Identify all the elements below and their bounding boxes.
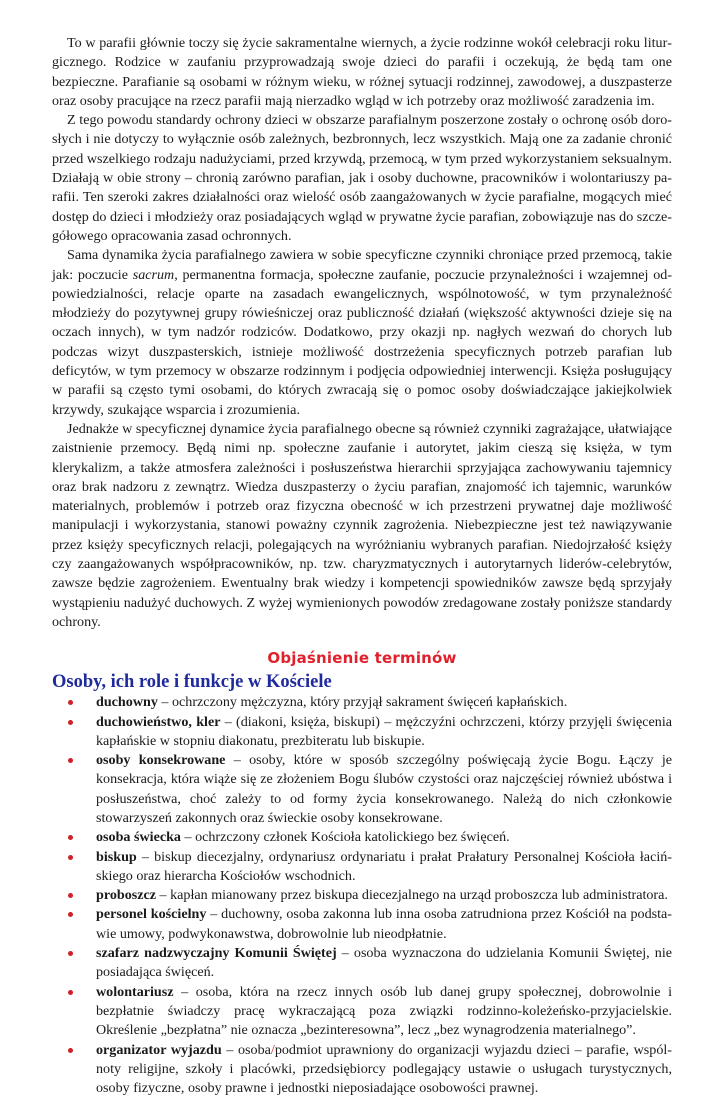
section-title: Objaśnienie terminów (267, 649, 457, 668)
bullet-icon (68, 912, 73, 917)
term-definition: – duchowny, osoba zakonna lub inna osoba zatrudniona przez Kościół na podstawie umowy, podwykonawstwa, dobrowolnie lub nieodpłatnie. (96, 906, 672, 942)
subsection-title: Osoby, ich role i funkcje w Kościele (52, 672, 332, 693)
term-definition: – (diakoni, księża, biskupi) – mężczyźni ochrzczeni, którzy przyjęli święcenia kapłańskie w stopniu diakonatu, prezbiteratu lub biskupie. (96, 713, 672, 749)
bullet-icon (68, 990, 73, 995)
term-item (96, 983, 672, 1041)
term-name: wolontariusz (96, 983, 174, 1000)
term-name: organizator wyjazdu (96, 1041, 222, 1058)
bullet-icon (68, 720, 73, 725)
terms-list (52, 693, 672, 1098)
bullet-icon (68, 855, 73, 860)
term-name: personel kościelny (96, 906, 207, 923)
paragraph-3-text-a: Sama dynamika życia parafialnego zawiera w sobie specyficzne czynniki chroniące przed przemocą, takie jak: poczucie (52, 247, 672, 283)
bullet-icon (68, 835, 73, 840)
term-name: szafarz nadzwyczajny Komunii Świętej (96, 945, 337, 962)
term-item (96, 1041, 672, 1098)
term-name: biskup (96, 848, 137, 865)
term-item (96, 693, 672, 712)
paragraph-2: Z tego powodu standardy ochrony dzieci w obszarze parafialnym poszerzone zostały o ochronę osób dorosłych i nie dotyczy to wyłącznie osób zależnych, bezbronnych, lecz wszystkich. Mają one za zadanie chronić przed wszelkiego rodzaju nadużyciami, przed krzywdą, przemocą, w tym przed wykorzystaniem seksualnym. Działają w obie strony – chronią zarówno parafian, jak i osoby duchowne, pracowników i wolontariuszy parafii. Ten szeroki zakres działalności oraz wielość osób zaangażowanych w życie parafialne, mogących mieć dostęp do dzieci i młodzieży oraz posiadających wgląd w prywatne życie parafian, zobowiązuje nas do szczegółowego opracowania zasad ochronnych. (52, 112, 672, 244)
term-name: duchowieństwo, kler (96, 713, 221, 730)
term-item (96, 848, 672, 887)
term-definition-a: – osoba (221, 1041, 271, 1058)
term-name: osoba świecka (96, 829, 181, 846)
term-name: proboszcz (96, 887, 157, 904)
term-definition: – biskup diecezjalny, ordynariusz ordynariatu i prałat Prałatury Personalnej Kościoła łacińskiego oraz hierarcha Kościołów wschodnich. (96, 848, 672, 884)
paragraph-4: Jednakże w specyficznej dynamice życia parafialnego obecne są również czynniki zagrażające, ułatwiające zaistnienie przemocy. Będą nimi np. społeczne zaufanie i autorytet, jakim cieszą się księża, w tym klerykalizm, a także atmosfera zależności i posłuszeństwa hierarchii sprzyjająca zachowywaniu tajemnicy oraz brak nadzoru z zewnątrz. Wiedza duszpasterzy o życiu parafian, znajomość ich tajemnic, warunków materialnych, problemów i potrzeb oraz fizyczna obecność w ich przestrzeni prywatnej daje możliwość manipulacji i wykorzystania, stanowi poważny czynnik zagrożenia. Niebezpieczne jest też nawiązywanie przez księży specyficznych relacji, polegających na wyróżnianiu wybranych parafian. Niedojrzałość księży czy zaangażowanych współpracowników, np. tzw. charyzmatycznych i autorytarnych liderów-celebrytów, zawsze będzie zagrożeniem. Ewentualny brak wiedzy i kompetencji spowiedników zawsze będą sprzyjały wystąpieniu nadużyć duchowych. Z wyżej wymienionych powodów zredagowane zostały poniższe standardy ochrony. (52, 420, 672, 630)
term-item (96, 886, 672, 905)
paragraph-3 (52, 246, 672, 420)
term-item (96, 751, 672, 828)
term-name: osoby konsekrowane (96, 752, 226, 769)
term-definition: – osoba, która na rzecz innych osób lub danej grupy społecznej, dobrowolnie i bezpłatnie świadczy pracę wykraczającą poza związki rodzinno-koleżeńsko-przyjacielskie. Określenie „bezpłatna” nie oznacza „bezinteresowna”, lecz „bez wynagrodzenia materialnego”. (96, 983, 672, 1039)
document-page (52, 34, 672, 1098)
term-item (96, 944, 672, 983)
italic-sacrum: sacrum (132, 266, 175, 283)
term-item (96, 713, 672, 752)
red-slash: / (270, 1041, 275, 1058)
term-item (96, 905, 672, 944)
term-definition: – kapłan mianowany przez biskupa diecezjalnego na urząd proboszcza lub administratora. (156, 887, 668, 904)
bullet-icon (68, 951, 73, 956)
term-name: duchowny (96, 694, 158, 711)
bullet-icon (68, 893, 73, 898)
term-definition: – ochrzczony mężczyzna, który przyjął sakrament święceń kapłańskich. (157, 694, 568, 711)
term-definition-b: podmiot uprawniony do organizacji wyjazdu dzieci – parafie, wspólnoty religijne, szkoły i placówki, przedsiębiorcy podlegający ustawie o usługach turystycznych, osoby fizyczne, osoby prawne i jednostki nieposiadające osobowości prawnej. (96, 1041, 672, 1097)
paragraph-3-text-b: , permanentna formacja, społeczne zaufanie, poczucie przynależności i wzajemnej odpowiedzialności, relacje oparte na zasadach ewangelicznych, wspólnotowość, w tym przynależność młodzieży do pozytywnej grupy rówieśniczej oraz publiczność działań (większość aktywności dzieje się na oczach innych), w tym nadzór rodziców. Dodatkowo, przy okazji np. nagłych wezwań do chorych lub podczas wizyt duszpasterskich, istnieje możliwość dostrzeżenia specyficznych potrzeb parafian lub deficytów, w tym przemocy w obszarze rodzinnym i podjęcia odpowiedniej interwencji. Księża posługujący w parafii są często tymi osobami, do których zwracają się o pomoc osoby doświadczające jakiejkolwiek krzywdy, szukające wsparcia i zrozumienia. (52, 266, 673, 418)
term-item (96, 828, 672, 847)
term-definition: – osoby, które w sposób szczególny poświęcają życie Bogu. Łączy je konsekracja, która wiąże się ze złożeniem Bogu ślubów czystości oraz najczęściej również ubóstwa i posłuszeństwa, choć zależy to od formy życia konsekrowanego. Należą do nich członkowie stowarzyszeń zakonnych oraz świeckie osoby konsekrowane. (96, 752, 672, 826)
bullet-icon (68, 758, 73, 763)
term-definition: – ochrzczony członek Kościoła katolickiego bez święceń. (180, 829, 510, 846)
bullet-icon (68, 1048, 73, 1053)
bullet-icon (68, 700, 73, 705)
paragraph-1: To w parafii głównie toczy się życie sakramentalne wiernych, a życie rodzinne wokół celebracji roku liturgicznego. Rodzice w zaufaniu przyprowadzają swoje dzieci do parafii i oczekują, że będą tam one bezpieczne. Parafianie są osobami w różnym wieku, w różnej sytuacji rodzinnej, zawodowej, a duszpasterze oraz osoby pracujące na rzecz parafii mają nierzadko wgląd w ich potrzeby oraz możliwość zaradzenia im. (52, 35, 672, 109)
term-definition: – osoba wyznaczona do udzielania Komunii Świętej, nie posiadająca święceń. (96, 945, 673, 981)
